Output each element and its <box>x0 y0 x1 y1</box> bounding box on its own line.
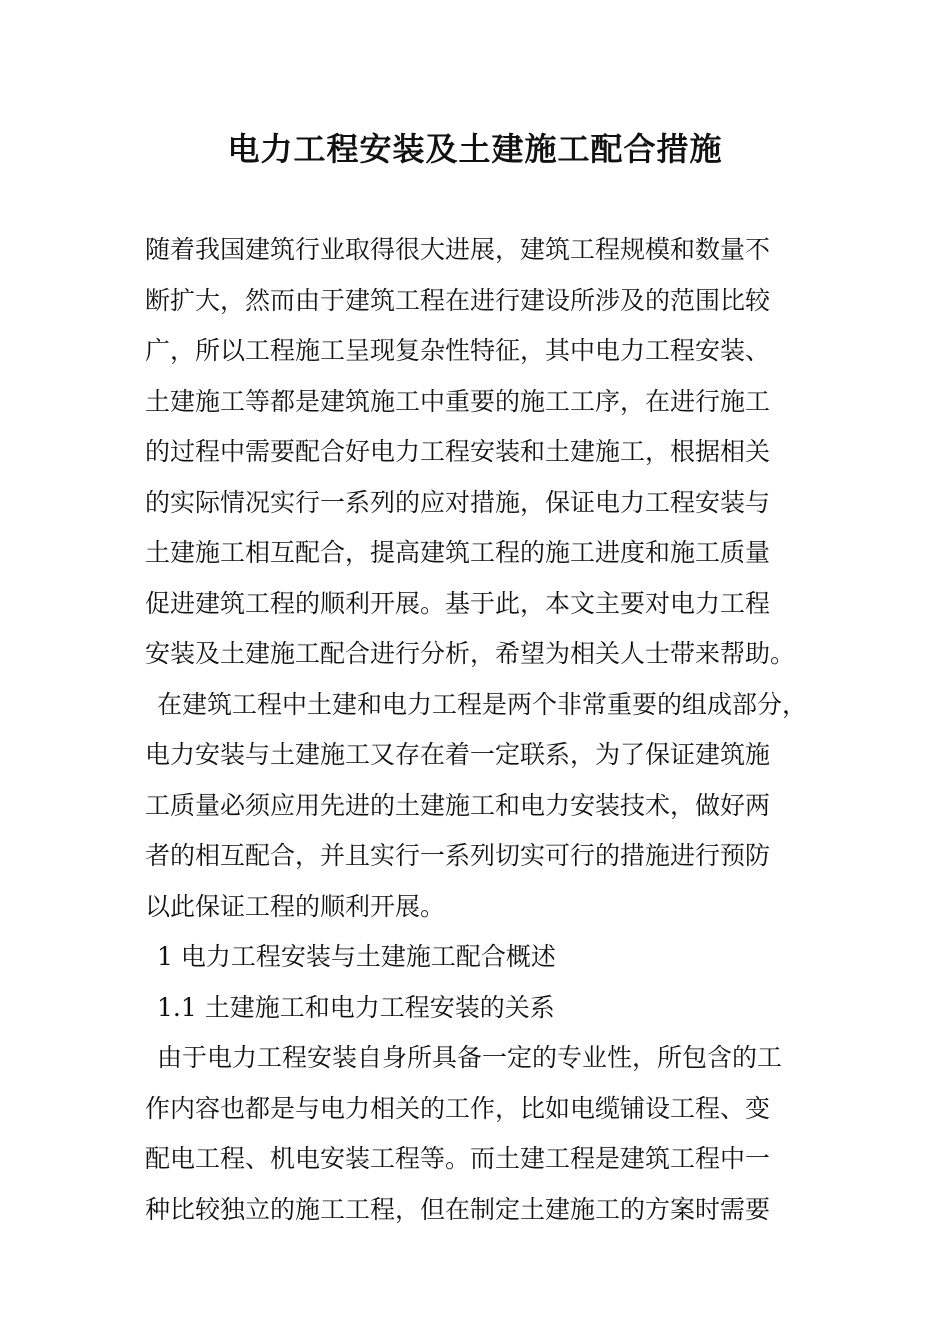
paragraph-line: 由于电力工程安装自身所具备一定的专业性，所包含的工 <box>157 1043 783 1072</box>
paragraph-line: 随着我国建筑行业取得很大进展，建筑工程规模和数量不 <box>145 235 771 264</box>
paragraph-line: 土建施工等都是建筑施工中重要的施工工序，在进行施工 <box>145 386 771 416</box>
paragraph-line: 工质量必须应用先进的土建施工和电力安装技术，做好两 <box>145 790 771 820</box>
section-heading: 1 电力工程安装与土建施工配合概述 <box>157 942 556 971</box>
paragraph-line: 安装及土建施工配合进行分析，希望为相关人士带来帮助。 <box>145 639 796 668</box>
subsection-heading: 1.1 土建施工和电力工程安装的关系 <box>157 992 555 1022</box>
paragraph-line: 促进建筑工程的顺利开展。基于此，本文主要对电力工程 <box>145 588 771 618</box>
paragraph-line: 的实际情况实行一系列的应对措施，保证电力工程安装与 <box>145 487 771 517</box>
paragraph-line: 配电工程、机电安装工程等。而土建工程是建筑工程中一 <box>145 1144 771 1173</box>
paragraph-line: 种比较独立的施工工程，但在制定土建施工的方案时需要 <box>145 1194 771 1224</box>
paragraph-line: 作内容也都是与电力相关的工作，比如电缆铺设工程、变 <box>145 1093 771 1123</box>
paragraph-line: 电力安装与土建施工又存在着一定联系，为了保证建筑施 <box>145 740 771 769</box>
paragraph-line: 广，所以工程施工呈现复杂性特征，其中电力工程安装、 <box>145 336 771 365</box>
paragraph-line: 土建施工相互配合，提高建筑工程的施工进度和施工质量 <box>145 538 771 567</box>
paragraph-line: 在建筑工程中土建和电力工程是两个非常重要的组成部分， <box>157 689 808 719</box>
paragraph-line: 者的相互配合，并且实行一系列切实可行的措施进行预防 <box>145 841 771 870</box>
paragraph-line: 的过程中需要配合好电力工程安装和土建施工，根据相关 <box>145 437 771 466</box>
paragraph-line: 断扩大，然而由于建筑工程在进行建设所涉及的范围比较 <box>145 285 771 315</box>
document-title: 电力工程安装及土建施工配合措施 <box>227 130 723 168</box>
document-body <box>145 225 825 1235</box>
paragraph-line: 以此保证工程的顺利开展。 <box>145 891 446 921</box>
